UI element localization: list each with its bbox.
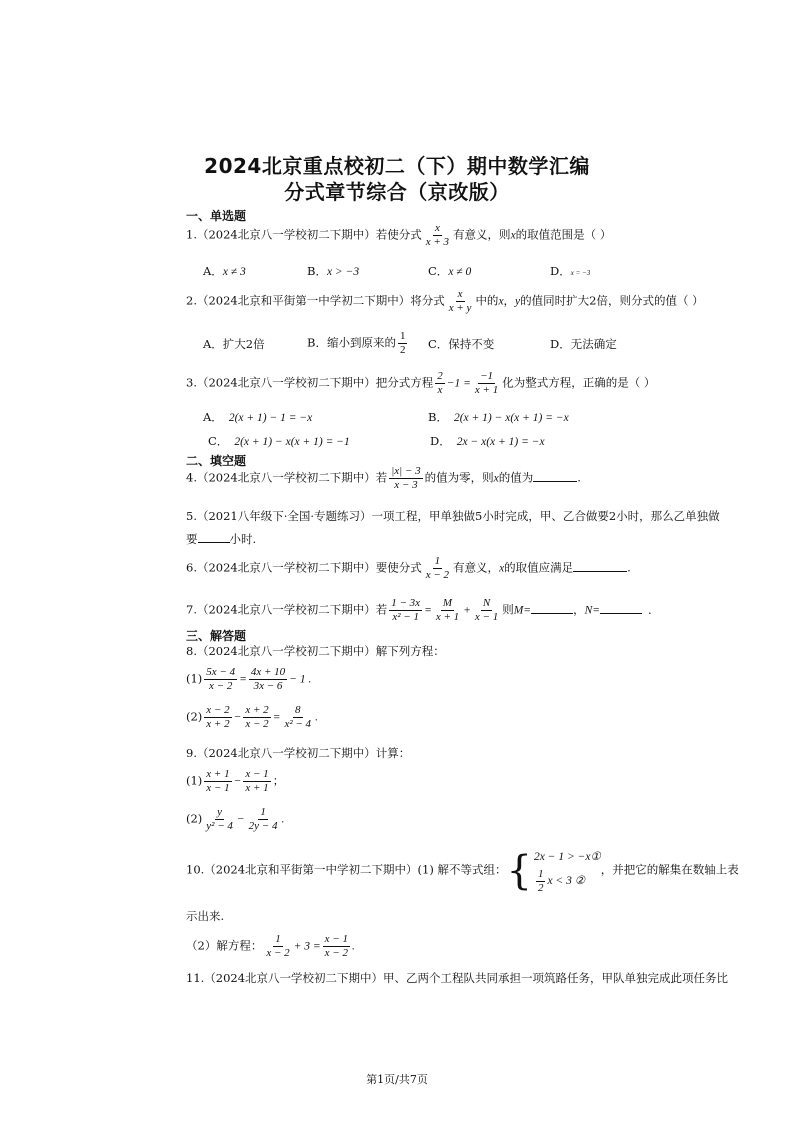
q1-suffix-b: 的取值范围是（ ）	[515, 227, 612, 242]
question-8: 8.（2024北京八一学校初二下期中）解下列方程：	[186, 644, 445, 658]
section-heading-fill-in: 二、填空题	[186, 454, 247, 468]
question-5-line-1: 5.（2021八年级下·全国·专题练习）一项工程，甲单独做5小时完成，甲、乙合做要2小时，那么乙单独做	[186, 509, 720, 523]
question-5-line-2: 要 小时.	[186, 532, 257, 546]
question-1: 1.（2024北京八一学校初二下期中）若使分式 $\frac{x}{x + 3}$ 有意义，则x的取值范围是（ ）	[186, 222, 612, 248]
page-footer: 第1页/共7页	[366, 1073, 428, 1086]
q3-option-d: D． 2x − x(x + 1) = −x	[430, 434, 545, 448]
q1-option-c: C．x ≠ 0	[428, 264, 472, 278]
section-heading-solutions: 三、解答题	[186, 629, 247, 643]
q7-n-blank[interactable]	[600, 603, 642, 614]
q10-inequality-system: { 2x − 1 > −x① $\frac{1}{2}$ x < 3 ②	[506, 847, 601, 894]
q6-answer-blank[interactable]	[573, 561, 627, 572]
q8-part-1: (1) $\frac{5x - 4}{x - 2}$ = $\frac{4x + 10}{3x - 6}$ − 1 .	[186, 666, 312, 692]
q2-option-c: C．保持不变	[428, 337, 495, 351]
q1-option-a: A．x ≠ 3	[203, 264, 246, 278]
q8-part-2: (2) $\frac{x - 2}{x + 2}$ − $\frac{x + 2}{x - 2}$ = $\frac{8}{\text{x² − 4}}$ .	[186, 704, 318, 730]
question-9: 9.（2024北京八一学校初二下期中）计算：	[186, 746, 411, 760]
q1-fraction: $\frac{x}{x + 3}$	[425, 222, 450, 248]
q1-suffix-a: 有意义，则	[453, 227, 511, 242]
q9-part-1: (1) $\frac{x + 1}{x - 1}$ − $\frac{x - 1}{x + 1}$ ；	[186, 768, 285, 794]
question-7: 7.（2024北京八一学校初二下期中）若 $\frac{1 - 3x}{\text{x² − 1}}$ = $\frac{M}{x + 1}$ + $\frac{N}{x - 1}$ 则M= ，N= .	[186, 597, 652, 623]
q3-option-a: A． 2(x + 1) − 1 = −x	[203, 410, 313, 424]
section-heading-single-choice: 一、单选题	[186, 209, 247, 223]
page-title: 2024北京重点校初二（下）期中数学汇编	[204, 154, 590, 178]
q2-option-b: B．缩小到原来的 $\frac{1}{2}$	[307, 330, 406, 356]
q3-option-b: B． 2(x + 1) − x(x + 1) = −x	[428, 410, 569, 424]
q9-part-2: (2) $\frac{y}{\text{y² − 4}}$ − $\frac{1}{2y - 4}$ .	[186, 806, 285, 832]
q5-answer-blank[interactable]	[198, 532, 230, 543]
q2-option-a: A．扩大2倍	[203, 337, 265, 351]
question-4: 4.（2024北京八一学校初二下期中）若 $\frac{|x| - 3}{x - 3}$ 的值为零，则x的值为 .	[186, 465, 581, 491]
q1-option-b: B．x > −3	[307, 264, 360, 278]
question-2: 2.（2024北京和平街第一中学初二下期中）将分式 $\frac{x}{x + y}$ 中的x，y的值同时扩大2倍，则分式的值（ ）	[186, 288, 704, 314]
q10-line-2: 示出来.	[186, 909, 225, 923]
q2-option-d: D．无法确定	[550, 337, 617, 351]
q10-brace: {	[506, 847, 532, 894]
page-subtitle: 分式章节综合（京改版）	[284, 180, 510, 204]
question-6: 6.（2024北京八一学校初二下期中）要使分式 $\frac{1}{x - 2}$ 有意义，x的取值应满足 .	[186, 555, 631, 581]
question-3: 3.（2024北京八一学校初二下期中）把分式方程 $\frac{2}{x}$ −1 = $\frac{-1}{x + 1}$ 化为整式方程，正确的是（ ）	[186, 370, 656, 396]
q10-part-2: （2）解方程： $\frac{1}{x - 2}$ + 3 = $\frac{x - 1}{x - 2}$ .	[186, 933, 355, 959]
q3-option-c: C． 2(x + 1) − x(x + 1) = −1	[208, 434, 350, 448]
q7-m-blank[interactable]	[531, 603, 573, 614]
q1-prefix: 1.（2024北京八一学校初二下期中）若使分式	[186, 227, 422, 242]
q2-fraction: $\frac{x}{x + y}$	[448, 288, 472, 314]
question-10: 10.（2024北京和平街第一中学初二下期中）(1) 解不等式组： { 2x − 1 > −x① $\frac{1}{2}$ x < 3 ② ，并把它的解集在数轴上表	[186, 847, 739, 894]
q4-answer-blank[interactable]	[533, 471, 577, 482]
q1-option-d: D．x = −3	[550, 264, 591, 278]
question-11: 11.（2024北京八一学校初二下期中）甲、乙两个工程队共同承担一项筑路任务，甲队单独完成此项任务比	[186, 971, 729, 985]
